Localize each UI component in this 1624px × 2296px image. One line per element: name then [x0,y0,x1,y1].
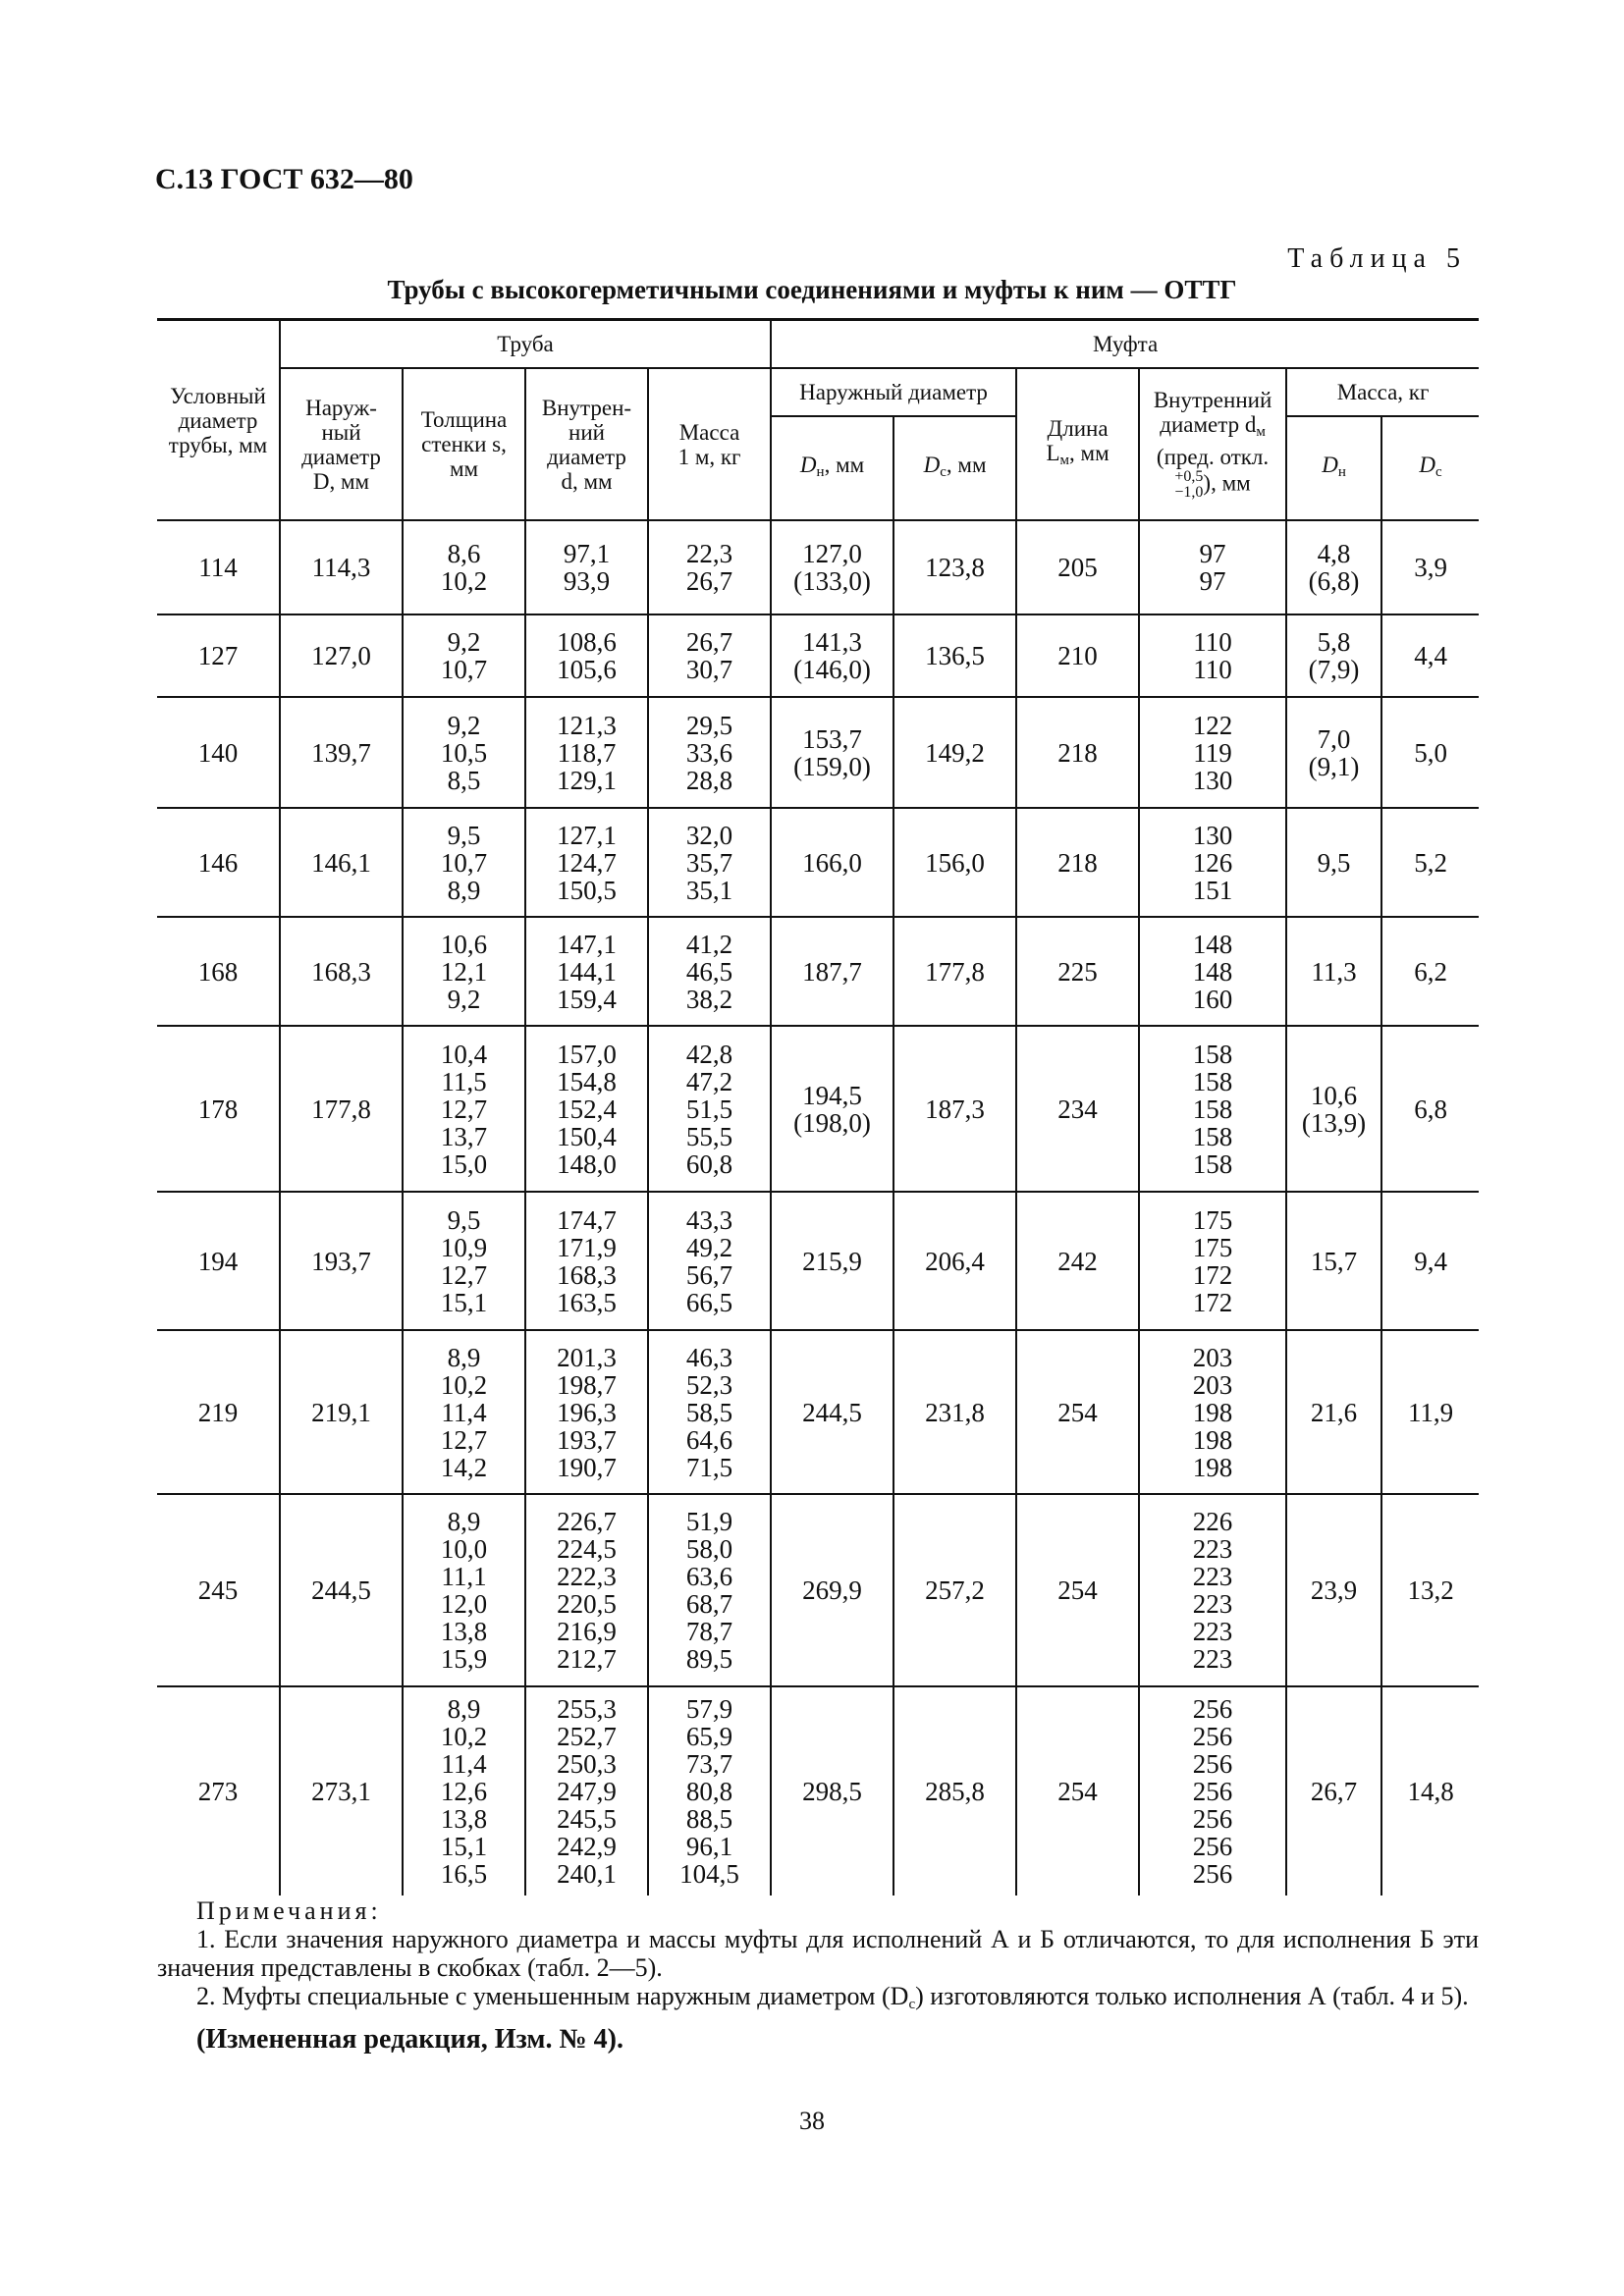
revision-note: (Измененная редакция, Изм. № 4). [196,2024,623,2055]
cell-mass-dn: 23,9 [1286,1494,1381,1686]
cell-dc: 149,2 [893,697,1016,808]
cell-dc: 177,8 [893,917,1016,1026]
cell-mass: 42,8 47,2 51,5 55,5 60,8 [648,1026,771,1192]
cell-nominal: 273 [197,1777,239,1806]
cell-dn: 153,7 (159,0) [771,697,893,808]
cell-dc: 136,5 [893,614,1016,697]
cell-dc: 156,0 [893,808,1016,917]
cell-pipe-d: 219,1 [280,1330,403,1494]
cell-mass-dn: 7,0 (9,1) [1286,697,1381,808]
cell-dn: 269,9 [771,1494,893,1686]
header-mass-per-meter: Масса 1 м, кг [648,368,771,520]
header-coupling-outer-diameter: Наружный диаметр [771,368,1016,416]
cell-inner-d: 226,7 224,5 222,3 220,5 216,9 212,7 [525,1494,648,1686]
cell-wall: 8,9 10,2 11,4 12,7 14,2 [403,1330,525,1494]
cell-pipe-d: 114,3 [280,520,403,614]
cell-mass: 46,3 52,3 58,5 64,6 71,5 [648,1330,771,1494]
table-row [157,1026,1479,1192]
cell-wall: 8,9 10,2 11,4 12,6 13,8 15,1 16,5 [403,1686,525,1896]
cell-mass-dn: 9,5 [1286,808,1381,917]
cell-inner-d: 147,1 144,1 159,4 [525,917,648,1026]
cell-nominal: 114 [157,520,280,614]
header-mass-dc: $D_с$ [1381,416,1479,520]
table-row [157,917,1479,1026]
cell-coupling-inner: 256 256 256 256 256 256 256 [1139,1686,1286,1896]
cell-dc: 285,8 [893,1686,1016,1896]
cell-dc: 123,8 [893,520,1016,614]
cell-dn: 215,9 [771,1192,893,1330]
header-coupling-length: Длина $L_м$, мм [1016,368,1139,520]
cell-mass-dc: 11,9 [1381,1330,1479,1494]
cell-pipe-d: 139,7 [280,697,403,808]
cell-dn: 187,7 [771,917,893,1026]
cell-dn: 244,5 [771,1330,893,1494]
cell-dc: 206,4 [893,1192,1016,1330]
cell-mass-dn: 15,7 [1286,1192,1381,1330]
cell-inner-d: 127,1 124,7 150,5 [525,808,648,917]
table-row [157,520,1479,614]
cell-mass: 22,3 26,7 [648,520,771,614]
header-pipe-outer-diameter: Наруж- ный диаметр D, мм [280,368,403,520]
cell-nominal: 194 [157,1192,280,1330]
note-2: 2. Муфты специальные с уменьшенным наружным диаметром $(D_с)$ изготовляются только исполнения А (табл. 4 и 5). [196,1982,1469,2012]
notes-section [157,1896,1479,2054]
cell-wall: 10,4 11,5 12,7 13,7 15,0 [403,1026,525,1192]
table-row [157,1686,1479,1896]
cell-mass-dc: 14,8 [1381,1686,1479,1896]
cell-dn: 166,0 [771,808,893,917]
cell-pipe-d: 193,7 [280,1192,403,1330]
cell-wall: 9,5 10,9 12,7 15,1 [403,1192,525,1330]
page-header: С.13 ГОСТ 632—80 [155,163,413,195]
cell-pipe-d: 127,0 [280,614,403,697]
cell-inner-d: 97,1 93,9 [525,520,648,614]
cell-length: 242 [1016,1192,1139,1330]
cell-wall: 10,6 12,1 9,2 [403,917,525,1026]
cell-pipe-d: 244,5 [280,1494,403,1686]
cell-nominal: 178 [157,1026,280,1192]
cell-mass-dc: 5,0 [1381,697,1479,808]
cell-length: 254 [1016,1330,1139,1494]
cell-length: 254 [1016,1686,1139,1896]
table-row [157,808,1479,917]
cell-coupling-inner: 226 223 223 223 223 223 [1139,1494,1286,1686]
cell-inner-d: 174,7 171,9 168,3 163,5 [525,1192,648,1330]
cell-mass: 43,3 49,2 56,7 66,5 [648,1192,771,1330]
table-row [157,1330,1479,1494]
cell-length: 205 [1016,520,1139,614]
cell-mass-dc: 5,2 [1381,808,1479,917]
table-number: Таблица 5 [1287,243,1467,274]
cell-mass-dn: 10,6 (13,9) [1286,1026,1381,1192]
cell-inner-d: 108,6 105,6 [525,614,648,697]
table-title: Трубы с высокогерметичными соединениями и муфты к ним — ОТТГ [387,275,1237,304]
cell-pipe-d: 273,1 [280,1686,403,1896]
table-body [157,520,1479,1896]
cell-mass-dn: 26,7 [1286,1686,1381,1896]
cell-nominal: 245 [157,1494,280,1686]
header-conditional-diameter: Условный диаметр трубы, мм [157,320,280,521]
cell-mass-dn: 21,6 [1286,1330,1381,1494]
cell-length: 225 [1016,917,1139,1026]
cell-mass: 51,9 58,0 63,6 68,7 78,7 89,5 [648,1494,771,1686]
cell-coupling-inner: 148 148 160 [1139,917,1286,1026]
cell-mass-dc: 6,8 [1381,1026,1479,1192]
header-dn: $D_н$, мм [771,416,893,520]
header-coupling-mass: Масса, кг [1286,368,1479,416]
cell-inner-d: 121,3 118,7 129,1 [525,697,648,808]
cell-length: 218 [1016,808,1139,917]
header-coupling-inner-diameter: Внутренний диаметр $d_м$ (пред. откл. +0,5 −1,0), мм [1139,368,1286,520]
cell-dc: 231,8 [893,1330,1016,1494]
notes-heading: Примечания: [196,1896,382,1925]
cell-dc: 257,2 [893,1494,1016,1686]
cell-pipe-d: 168,3 [280,917,403,1026]
cell-pipe-d: 177,8 [280,1026,403,1192]
cell-coupling-inner: 203 203 198 198 198 [1139,1330,1286,1494]
cell-mass: 41,2 46,5 38,2 [648,917,771,1026]
tolerance-fraction: +0,5 −1,0 [1174,468,1204,501]
table-header [157,320,1479,521]
cell-mass-dn: 4,8 (6,8) [1286,520,1381,614]
cell-dn: 127,0 (133,0) [771,520,893,614]
header-mass-dn: $D_н$ [1286,416,1381,520]
cell-mass: 26,7 30,7 [648,614,771,697]
cell-mass-dc: 6,2 [1381,917,1479,1026]
cell-coupling-inner: 130 126 151 [1139,808,1286,917]
cell-dn: 298,5 [771,1686,893,1896]
table-row [157,1494,1479,1686]
cell-nominal: 140 [157,697,280,808]
cell-mass: 57,9 65,9 73,7 80,8 88,5 96,1 104,5 [648,1686,771,1896]
cell-mass-dc: 9,4 [1381,1192,1479,1330]
cell-wall: 9,5 10,7 8,9 [403,808,525,917]
page-number: 38 [799,2107,825,2135]
header-inner-diameter: Внутрен- ний диаметр d, мм [525,368,648,520]
cell-nominal: 127 [157,614,280,697]
cell-dc: 187,3 [893,1026,1016,1192]
header-dc: $D_с$, мм [893,416,1016,520]
cell-dn: 141,3 (146,0) [771,614,893,697]
cell-inner-d: 255,3 252,7 250,3 247,9 245,5 242,9 240,1 [525,1686,648,1896]
cell-wall: 8,6 10,2 [403,520,525,614]
cell-coupling-inner: 122 119 130 [1139,697,1286,808]
cell-mass: 32,0 35,7 35,1 [648,808,771,917]
cell-mass-dc: 4,4 [1381,614,1479,697]
note-1: 1. Если значения наружного диаметра и массы муфты для исполнений А и Б отличаются, то для исполнения Б эти значения представлены в скобках (табл. 2—5). [157,1925,1479,1982]
cell-coupling-inner: 97 97 [1139,520,1286,614]
cell-mass-dn: 5,8 (7,9) [1286,614,1381,697]
header-coupling: Муфта [771,320,1479,369]
cell-length: 234 [1016,1026,1139,1192]
cell-mass-dc: 13,2 [1381,1494,1479,1686]
cell-length: 210 [1016,614,1139,697]
header-wall-thickness: Толщина стенки s, мм [403,368,525,520]
cell-pipe-d: 146,1 [280,808,403,917]
cell-inner-d: 201,3 198,7 196,3 193,7 190,7 [525,1330,648,1494]
cell-length: 218 [1016,697,1139,808]
table-row [157,697,1479,808]
cell-wall: 9,2 10,5 8,5 [403,697,525,808]
pipes-table [157,318,1479,1896]
cell-length: 254 [1016,1494,1139,1686]
cell-nominal: 146 [157,808,280,917]
cell-wall: 8,9 10,0 11,1 12,0 13,8 15,9 [403,1494,525,1686]
table-row [157,614,1479,697]
cell-mass-dn: 11,3 [1286,917,1381,1026]
cell-coupling-inner: 110 110 [1139,614,1286,697]
cell-coupling-inner: 158 158 158 158 158 [1139,1026,1286,1192]
cell-nominal: 168 [157,917,280,1026]
cell-nominal: 219 [157,1330,280,1494]
cell-wall: 9,2 10,7 [403,614,525,697]
cell-inner-d: 157,0 154,8 152,4 150,4 148,0 [525,1026,648,1192]
cell-dn: 194,5 (198,0) [771,1026,893,1192]
cell-mass: 29,5 33,6 28,8 [648,697,771,808]
cell-coupling-inner: 175 175 172 172 [1139,1192,1286,1330]
header-pipe: Труба [280,320,771,369]
table-row [157,1192,1479,1330]
cell-mass-dc: 3,9 [1381,520,1479,614]
